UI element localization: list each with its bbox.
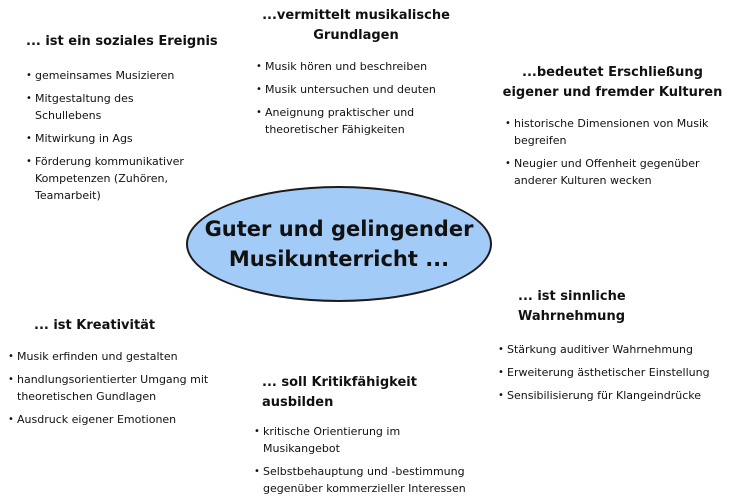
branch-item-list [254,423,484,497]
branch-heading: ... ist sinnliche Wahrnehmung [518,289,626,324]
branch-heading [256,6,456,46]
central-title-line1: Guter und gelingender [204,217,474,241]
central-title-line2: Musikunterricht ... [228,247,450,271]
branch-heading-line1: ...vermittelt musikalische [262,8,450,23]
list-item: • Sensibilisierung für Klangeindrücke [498,387,728,404]
list-item: • handlungsorientierter Umgang mit theoretischen Gundlagen [8,371,242,405]
list-item: • Neugier und Offenheit gegenüber anderer Kulturen wecken [505,155,714,189]
list-item: • Selbstbehauptung und -bestimmung gegenüber kommerzieller Interessen [254,463,488,497]
branch-heading-line1: ...bedeutet Erschließung [522,65,703,80]
list-item: • Mitgestaltung des Schullebens [26,90,155,124]
branch-heading: ... ist Kreativität [34,318,156,333]
branch-heading-line2: Grundlagen [313,28,399,43]
list-item: • gemeinsames Musizieren [26,67,226,84]
branch-heading-line2: eigener und fremder Kulturen [502,85,723,100]
list-item: • kritische Orientierung im Musikangebot [254,423,423,457]
branch-kritikfaehigkeit [254,373,484,503]
list-item: • Förderung kommunikativer Kompetenzen (Zuhören, Teamarbeit) [26,153,200,204]
branch-heading [500,63,725,103]
central-title [199,214,479,274]
branch-sinnliche-wahrnehmung [498,287,728,410]
branch-item-list [505,115,725,189]
branch-soziales-ereignis [26,32,226,210]
branch-heading: ... ist ein soziales Ereignis [26,34,218,49]
list-item: • Ausdruck eigener Emotionen [8,411,238,428]
list-item: • Musik erfinden und gestalten [8,348,238,365]
list-item: • Musik untersuchen und deuten [256,81,456,98]
central-ellipse [186,186,492,302]
list-item: • Mitwirkung in Ags [26,130,226,147]
branch-heading: ... soll Kritikfähigkeit ausbilden [262,375,417,410]
branch-item-list [8,348,238,428]
list-item: • Erweiterung ästhetischer Einstellung [498,364,728,381]
list-item: • Aneignung praktischer und theoretischer Fähigkeiten [256,104,440,138]
list-item: • Stärkung auditiver Wahrnehmung [498,341,728,358]
list-item: • Musik hören und beschreiben [256,58,456,75]
branch-kreativitaet [8,316,238,434]
branch-item-list [498,341,728,404]
branch-erschliessung-kulturen [500,63,725,195]
branch-item-list [256,58,456,138]
branch-musikalische-grundlagen [256,6,456,144]
list-item: • historische Dimensionen von Musik begreifen [505,115,719,149]
branch-item-list [26,67,226,204]
